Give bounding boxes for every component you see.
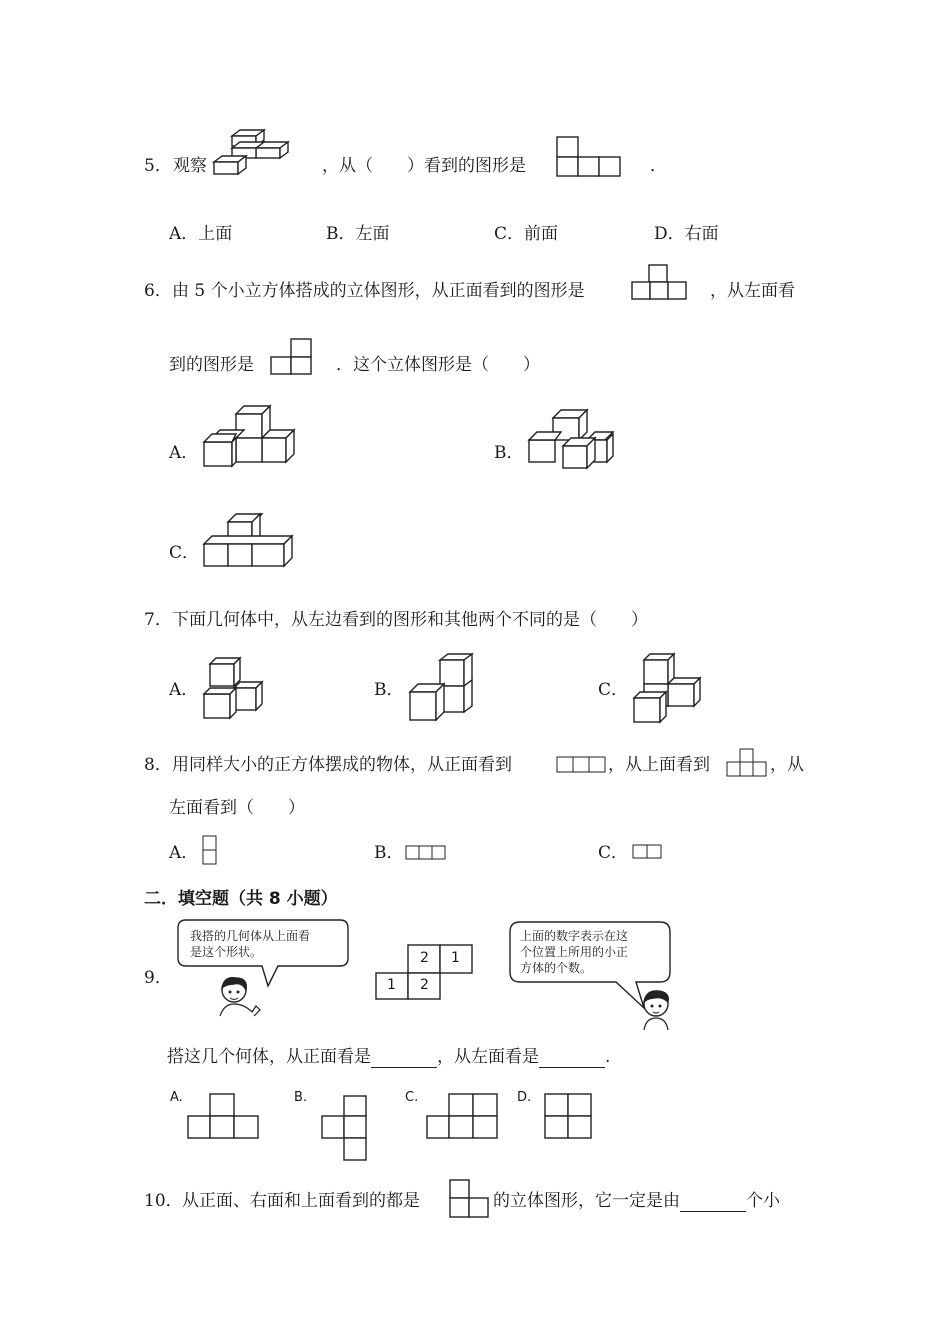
q6-left-view-shape <box>270 338 314 376</box>
q8-option-c[interactable]: C． <box>598 843 629 863</box>
q10-text-middle: 的立体图形，它一定是由 <box>493 1191 680 1211</box>
q9-option-d-shape <box>543 1092 593 1140</box>
q8-option-c-shape <box>632 844 664 860</box>
section-2-title: 二．填空题（共 8 小题） <box>144 889 338 909</box>
q8-text-line1: 用同样大小的正方体摆成的物体，从正面看到 <box>172 755 512 775</box>
q6-option-a-figure <box>200 404 300 470</box>
q6-front-view-shape <box>631 264 687 300</box>
q8-number: 8． <box>144 755 172 775</box>
q9-right-bubble-line2: 个位置上所用的小正 <box>520 945 629 959</box>
q6-option-b[interactable]: B． <box>494 443 524 463</box>
q9-blank-front[interactable] <box>371 1047 437 1068</box>
q10-text-part2 <box>493 1191 780 1212</box>
q5-option-a[interactable]: A．上面 <box>169 224 233 244</box>
q5-stacked-cubes-figure <box>212 128 292 180</box>
q8-text-top: ，从上面看到 <box>608 755 710 775</box>
q9-blank-left[interactable] <box>539 1047 605 1068</box>
q9-girl-illustration <box>212 976 262 1018</box>
q6-option-a[interactable]: A． <box>169 443 199 463</box>
q6-option-b-figure <box>525 404 617 470</box>
q9-right-bubble-line1: 上面的数字表示在这 <box>520 929 629 943</box>
q5-option-d[interactable]: D．右面 <box>654 224 719 244</box>
q5-period: ． <box>650 156 667 176</box>
q10-number: 10． <box>144 1191 183 1211</box>
q8-text-from: ，从 <box>770 755 804 775</box>
q6-text-question: ．这个立体图形是（ ） <box>336 355 540 375</box>
q10-view-shape <box>448 1178 490 1220</box>
q8-option-b-shape <box>405 845 447 861</box>
q8-text-line2: 左面看到（ ） <box>169 798 305 818</box>
q9-grid-cell-3: 1 <box>387 977 396 993</box>
q9-left-bubble-line2: 是这个形状。 <box>190 945 263 959</box>
q8-option-b[interactable]: B． <box>374 843 404 863</box>
q5-text-from: ，从（ ）看到的图形是 <box>322 156 526 176</box>
q5-view-shape <box>556 136 622 178</box>
q7-option-b-figure <box>406 652 476 724</box>
q7-option-a-figure <box>200 654 266 722</box>
q9-text-end: . <box>605 1047 611 1067</box>
q7-option-c-figure <box>630 652 704 726</box>
q8-front-view-shape <box>556 756 606 774</box>
q6-option-c-figure <box>200 510 300 570</box>
q8-option-a[interactable]: A． <box>169 843 199 863</box>
q5-option-b[interactable]: B．左面 <box>326 224 390 244</box>
q8-top-view-shape <box>726 748 768 778</box>
q9-option-c[interactable]: C. <box>405 1090 419 1105</box>
q9-option-a[interactable]: A. <box>170 1090 183 1105</box>
q9-option-b[interactable]: B. <box>294 1090 308 1105</box>
q8-option-a-shape <box>202 835 218 865</box>
q9-right-bubble-line3: 方体的个数。 <box>520 961 593 975</box>
q10-text-end: 个小 <box>746 1191 780 1211</box>
q7-text: 下面几何体中，从左边看到的图形和其他两个不同的是（ ） <box>172 610 648 630</box>
q9-option-b-shape <box>320 1094 370 1162</box>
q9-grid-cell-1: 2 <box>420 950 429 966</box>
q9-grid-cell-4: 2 <box>420 977 429 993</box>
q6-text-line1: 由 5 个小立方体搭成的立体图形，从正面看到的图形是 <box>172 281 585 301</box>
q9-number: 9． <box>144 968 172 988</box>
q7-option-b[interactable]: B． <box>374 680 404 700</box>
q7-option-c[interactable]: C． <box>598 680 629 700</box>
q5-option-c[interactable]: C．前面 <box>494 224 559 244</box>
q9-text-front: 搭这几个何体，从正面看是 <box>167 1047 371 1067</box>
q9-text-left: ，从左面看是 <box>437 1047 539 1067</box>
q10-text-part1: 从正面、右面和上面看到的都是 <box>182 1191 420 1211</box>
q6-text-line2: 到的图形是 <box>169 355 254 375</box>
q9-left-bubble-line1: 我搭的几何体从上面看 <box>190 929 311 943</box>
q7-option-a[interactable]: A． <box>169 680 199 700</box>
q6-number: 6． <box>144 281 172 301</box>
q9-option-a-shape <box>186 1092 260 1140</box>
q5-text-observe: 观察 <box>173 156 207 176</box>
q9-boy-illustration <box>636 988 676 1032</box>
q10-blank-count[interactable] <box>680 1191 746 1212</box>
q5-number: 5． <box>144 156 172 176</box>
q9-option-d[interactable]: D. <box>517 1090 532 1105</box>
q6-text-left-view: ，从左面看 <box>710 281 795 301</box>
q9-text-part1 <box>167 1047 610 1068</box>
q9-option-c-shape <box>425 1092 499 1140</box>
q7-number: 7． <box>144 610 172 630</box>
q6-option-c[interactable]: C． <box>169 543 200 563</box>
q9-grid-cell-2: 1 <box>451 950 460 966</box>
